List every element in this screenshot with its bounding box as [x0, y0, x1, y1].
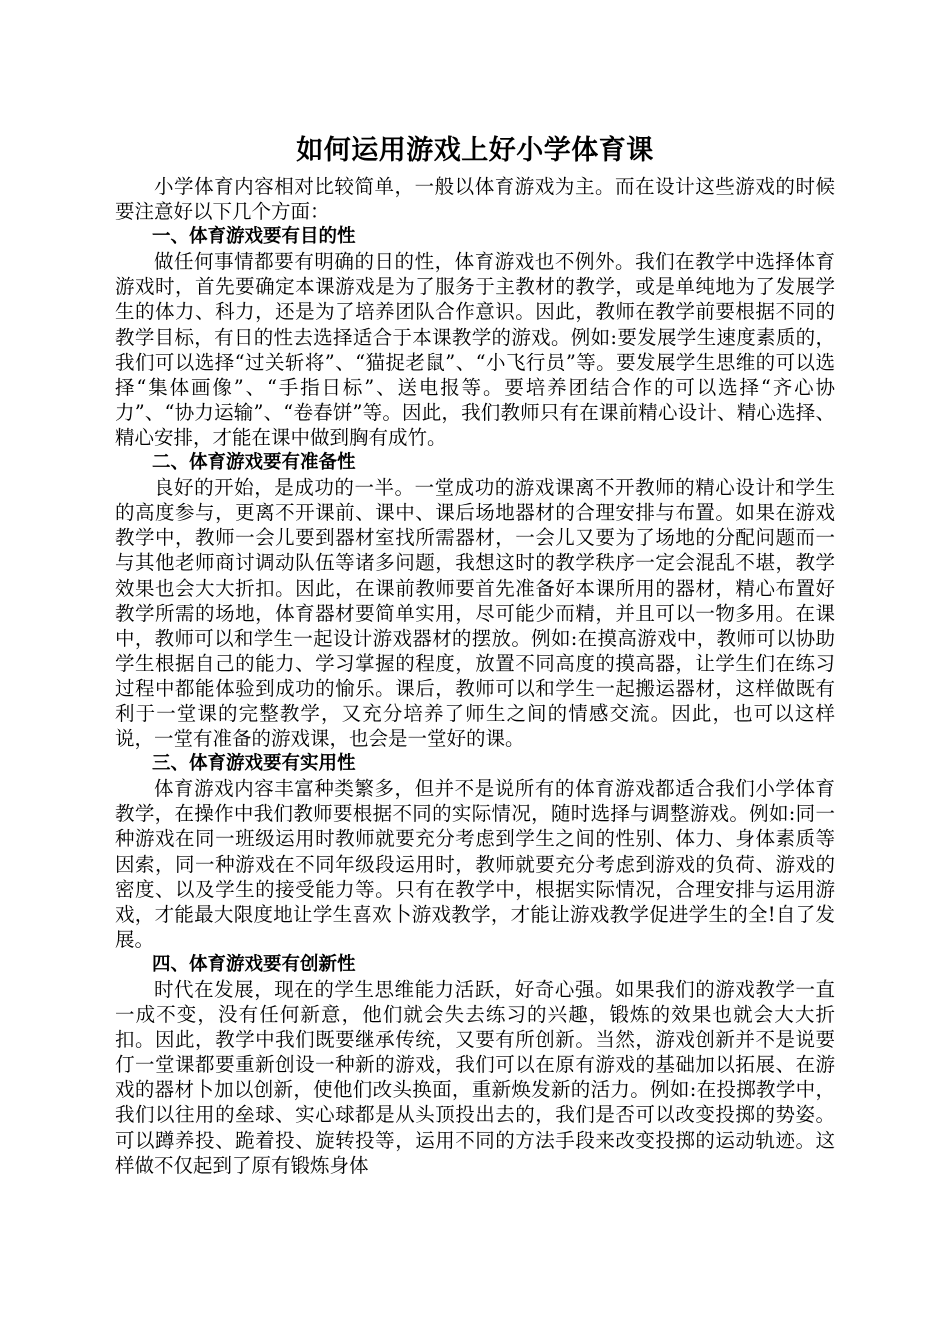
section-body: 做任何事情都要有明确的日的性，体育游戏也不例外。我们在教学中选择体育游戏时，首先要确定本课游戏是为了服务于主教材的教学，或是单纯地为了发展学生的体力、科力，还是为了培养团队合作意识。因此，教师在教学前要根据不同的教学目标，有日的性去选择适合于本课教学的游戏。例如:要发展学生速度素质的，我们可以选择“过关斩将”、“猫捉老鼠”、“小飞行员”等。要发展学生思维的可以选择“集体画像”、“手指日标”、送电报等。要培养团结合作的可以选择“齐心协力”、“协力运输”、“卷春饼”等。因此，我们教师只有在课前精心设计、精心选择、精心安排，才能在课中做到胸有成竹。	[115, 250, 835, 449]
section-body: 良好的开始，是成功的一半。一堂成功的游戏课离不开教师的精心设计和学生的高度参与，更离不开课前、课中、课后场地器材的合理安排与布置。如果在游戏教学中，教师一会儿要到器材室找所需器材，一会儿又要为了场地的分配问题而一与其他老师商讨调动队伍等诸多问题，我想这时的教学秩序一定会混乱不堪，教学效果也会大大折扣。因此，在课前教师要首先准备好本课所用的器材，精心布置好教学所需的场地，体育器材要简单实用，尽可能少而精，并且可以一物多用。在课中，教师可以和学生一起设计游戏器材的摆放。例如:在摸高游戏中，教师可以协助学生根据自己的能力、学习掌握的程度，放置不同高度的摸高器，让学生们在练习过程中都能体验到成功的愉乐。课后，教师可以和学生一起搬运器材，这样做既有利于一堂课的完整教学，又充分培养了师生之间的情感交流。因此，也可以这样说，一堂有准备的游戏课，也会是一堂好的课。	[115, 476, 835, 751]
document-title: 如何运用游戏上好小学体育课	[296, 135, 654, 166]
section-4	[115, 952, 835, 1178]
section-heading: 三、体育游戏要有实用性	[152, 753, 356, 775]
section-heading: 四、体育游戏要有创新性	[152, 953, 356, 975]
section-body: 体育游戏内容丰富种类繁多，但并不是说所有的体育游戏都适合我们小学体育教学，在操作中我们教师要根据不同的实际情况，随时选择与调整游戏。例如:同一种游戏在同一班级运用时教师就要充分考虑到学生之间的性别、体力、身体素质等因索，同一种游戏在不同年级段运用时，教师就要充分考虑到游戏的负荷、游戏的密度、以及学生的接受能力等。只有在教学中，根据实际情况，合理安排与运用游戏，才能最大限度地让学生喜欢卜游戏教学，才能让游戏教学促进学生的全!自了发展。	[115, 777, 835, 951]
document-content	[115, 128, 835, 1178]
section-3	[115, 751, 835, 952]
section-body: 时代在发展，现在的学生思维能力活跃，好奇心强。如果我们的游戏教学一直一成不变，没有任何新意，他们就会失去练习的兴趣，锻炼的效果也就会大大折扣。因此，教学中我们既要继承传统，又要有所创新。当然，游戏创新并不是说要仃一堂课都要重新创设一种新的游戏，我们可以在原有游戏的基础加以拓展、在游戏的器材卜加以创新，使他们改头换面，重新焕发新的活力。例如:在投掷教学中，我们以往用的垒球、实心球都是从头顶投出去的，我们是否可以改变投掷的势姿。可以蹲养投、跪着投、旋转投等，运用不同的方法手段来改变投掷的运动轨迹。这样做不仅起到了原有锻炼身体	[115, 978, 835, 1177]
section-heading: 一、体育游戏要有目的性	[152, 226, 356, 248]
section-1	[115, 224, 835, 450]
intro-paragraph: 小学体育内容相对比较简单，一般以体育游戏为主。而在设计这些游戏的时候要注意好以下几个方面：	[115, 175, 835, 224]
section-heading: 二、体育游戏要有准备性	[152, 452, 356, 474]
section-2	[115, 450, 835, 751]
